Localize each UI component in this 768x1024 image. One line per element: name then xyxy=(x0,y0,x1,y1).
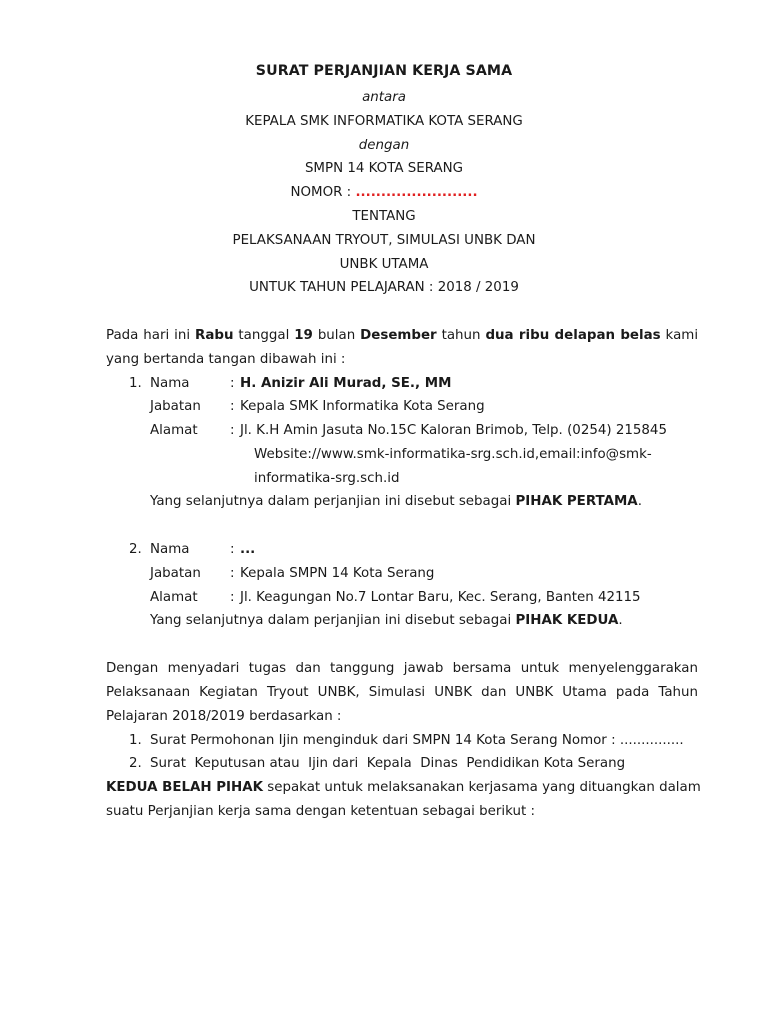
basis-line1: Dengan menyadari tugas dan tanggung jawab bersama untuk menyelenggarakan xyxy=(106,661,698,676)
intro-text: tahun xyxy=(441,328,481,343)
agreement-text: sepakat untuk melaksanakan kerjasama yang dituangkan dalam xyxy=(267,780,701,795)
intro-tanggal: 19 xyxy=(294,328,313,343)
party1-nama-label: Nama xyxy=(150,376,190,391)
party2-jabatan-value: Kepala SMPN 14 Kota Serang xyxy=(240,566,435,581)
colon: : xyxy=(230,566,235,581)
party1-number: 1. xyxy=(129,376,142,391)
basis-item-number: 2. xyxy=(129,756,142,771)
party2-nama-value: ... xyxy=(240,542,256,557)
basis-line3: Pelajaran 2018/2019 berdasarkan : xyxy=(106,709,342,724)
pihak-kedua-label: PIHAK KEDUA xyxy=(515,613,619,628)
party1-alamat-line2: Website://www.smk-informatika-srg.sch.id,email:info@smk- xyxy=(254,447,652,462)
nomor-label: NOMOR : xyxy=(290,185,352,200)
party1-jabatan-value: Kepala SMK Informatika Kota Serang xyxy=(240,399,485,414)
party2-jabatan-label: Jabatan xyxy=(150,566,201,581)
agreement-line2: suatu Perjanjian kerja sama dengan ketentuan sebagai berikut : xyxy=(106,804,535,819)
party1-nama-value: H. Anizir Ali Murad, SE., MM xyxy=(240,376,452,391)
basis-item: Surat Permohonan Ijin menginduk dari SMPN 14 Kota Serang Nomor : ............... xyxy=(150,733,684,748)
nomor-line xyxy=(0,185,768,200)
party1-alamat-line3: informatika-srg.sch.id xyxy=(254,471,400,486)
party2-header: SMPN 14 KOTA SERANG xyxy=(304,161,464,176)
antara-text: antara xyxy=(362,90,406,105)
party2-alamat-line1: Jl. Keagungan No.7 Lontar Baru, Kec. Serang, Banten 42115 xyxy=(240,590,641,605)
dengan-text: dengan xyxy=(358,138,410,153)
intro-tahun: dua ribu delapan belas xyxy=(485,328,661,343)
kedua-belah-pihak: KEDUA BELAH PIHAK xyxy=(106,780,263,795)
document-title: SURAT PERJANJIAN KERJA SAMA xyxy=(255,63,513,79)
nomor-dots: ........................ xyxy=(355,185,478,200)
party1-header: KEPALA SMK INFORMATIKA KOTA SERANG xyxy=(245,114,523,129)
period: . xyxy=(637,494,642,509)
intro-text: bulan xyxy=(317,328,356,343)
colon: : xyxy=(230,590,235,605)
period: . xyxy=(618,613,623,628)
intro-text: Pada hari ini xyxy=(106,328,191,343)
intro-hari: Rabu xyxy=(195,328,234,343)
designation-text: Yang selanjutnya dalam perjanjian ini disebut sebagai xyxy=(150,613,512,628)
basis-item: Surat Keputusan atau Ijin dari Kepala Dinas Pendidikan Kota Serang xyxy=(150,756,626,771)
party2-number: 2. xyxy=(129,542,142,557)
colon: : xyxy=(230,542,235,557)
party2-designation xyxy=(150,613,623,628)
party2-alamat-label: Alamat xyxy=(150,590,198,605)
intro-text: tanggal xyxy=(238,328,290,343)
intro-bulan: Desember xyxy=(360,328,437,343)
perihal-line2: UNBK UTAMA xyxy=(339,257,429,272)
intro-line1 xyxy=(106,328,698,343)
basis-line2: Pelaksanaan Kegiatan Tryout UNBK, Simulasi UNBK dan UNBK Utama pada Tahun xyxy=(106,685,698,700)
party1-jabatan-label: Jabatan xyxy=(150,399,201,414)
colon: : xyxy=(230,423,235,438)
intro-text: kami xyxy=(665,328,699,343)
designation-text: Yang selanjutnya dalam perjanjian ini disebut sebagai xyxy=(150,494,512,509)
colon: : xyxy=(230,376,235,391)
intro-line2: yang bertanda tangan dibawah ini : xyxy=(106,352,346,367)
basis-item-number: 1. xyxy=(129,733,142,748)
tentang-text: TENTANG xyxy=(352,209,416,224)
party1-alamat-label: Alamat xyxy=(150,423,198,438)
perihal-line1: PELAKSANAAN TRYOUT, SIMULASI UNBK DAN xyxy=(232,233,536,248)
agreement-line1 xyxy=(106,780,701,795)
party1-designation xyxy=(150,494,642,509)
pihak-pertama-label: PIHAK PERTAMA xyxy=(515,494,638,509)
colon: : xyxy=(230,399,235,414)
party2-nama-label: Nama xyxy=(150,542,190,557)
tahun-pelajaran: UNTUK TAHUN PELAJARAN : 2018 / 2019 xyxy=(249,280,519,295)
party1-alamat-line1: Jl. K.H Amin Jasuta No.15C Kaloran Brimob, Telp. (0254) 215845 xyxy=(240,423,667,438)
